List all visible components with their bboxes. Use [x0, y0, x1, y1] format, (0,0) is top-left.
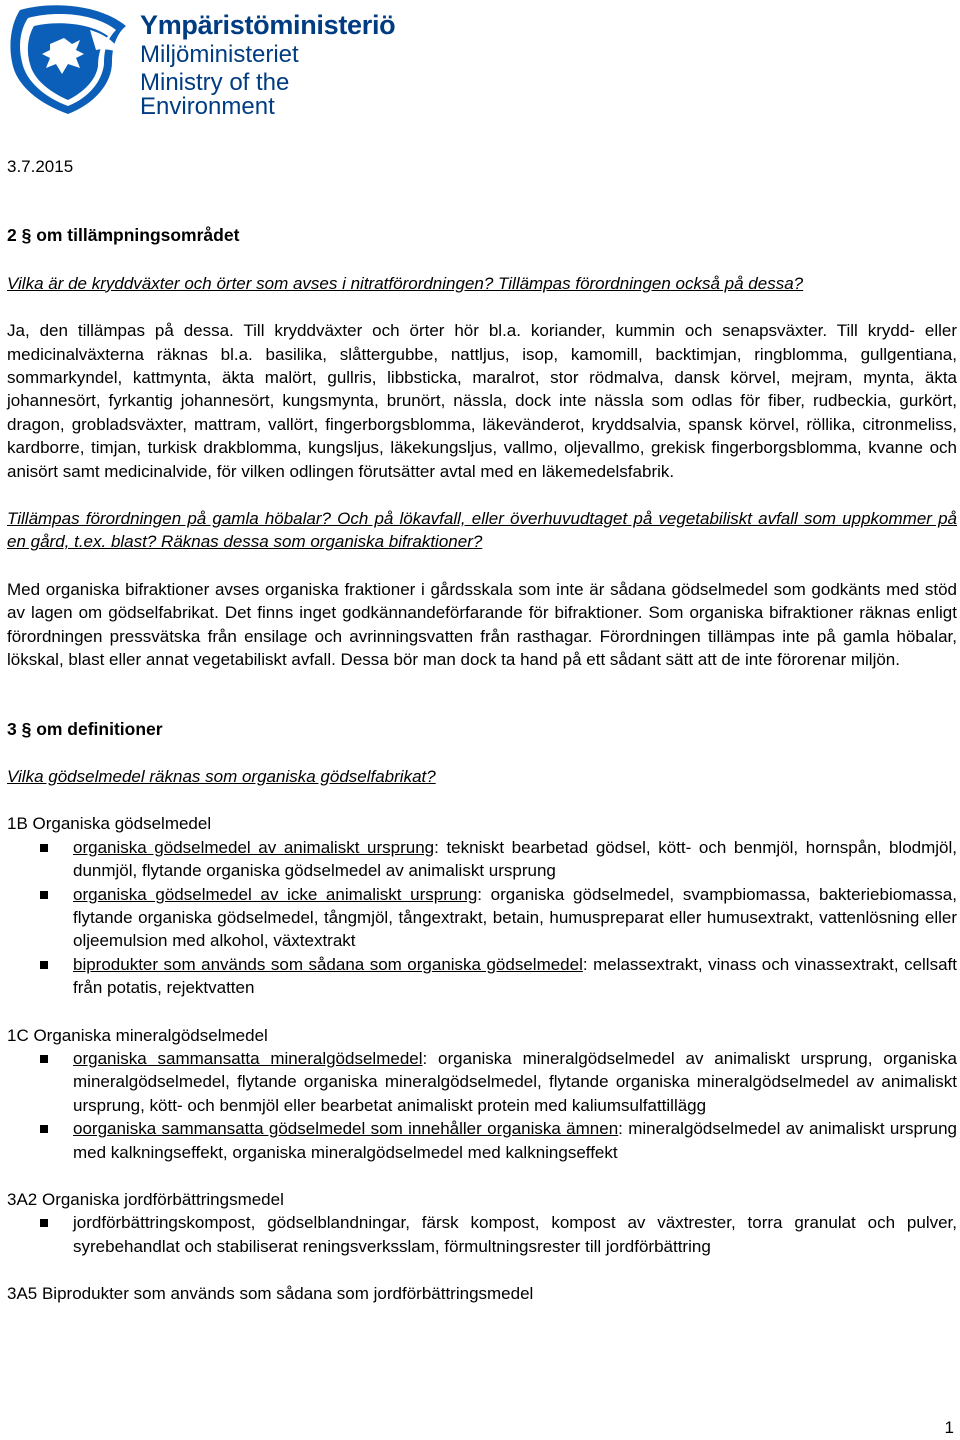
list-item: organiska sammansatta mineralgödselmedel: organiska mineralgödselmedel av animaliskt ursprung, organiska mineralgödselmedel, flytande organiska mineralgödselmedel, flytande organiska mineralgödselmedel av animaliskt ursprung, kött- och benmjöl eller bearbetat animaliskt protein med kaliumsulfattillägg	[73, 1047, 957, 1117]
list-1c	[7, 1047, 957, 1164]
list-item: organiska gödselmedel av icke animaliskt ursprung: organiska gödselmedel, svampbiomassa, bakteriebiomassa, flytande organiska gödselmedel, tångmjöl, tångextrakt, betain, humuspreparat eller humusextrakt, vattenlösning eller oljeemulsion med alkohol, växtextrakt	[73, 883, 957, 953]
list-item: biprodukter som används som sådana som organiska gödselmedel: melassextrakt, vinass och vinassextrakt, cellsaft från potatis, rejektvatten	[73, 953, 957, 1000]
square-bullet-icon	[40, 1219, 48, 1227]
section-2-heading: 2 § om tillämpningsområdet	[7, 225, 240, 246]
question-herbs: Vilka är de kryddväxter och örter som avses i nitratförordningen? Tillämpas förordningen också på dessa?	[7, 273, 804, 293]
ministry-name-en: Ministry of the Environment	[140, 69, 290, 120]
list-1b	[7, 836, 957, 1000]
list-item: jordförbättringskompost, gödselblandningar, färsk kompost, kompost av växtrester, torra granulat och pulver, syrebehandlat och stabiliserat reningsverksslam, förmultningsrester till jordförbättring	[73, 1211, 957, 1258]
square-bullet-icon	[40, 891, 48, 899]
finnish-lion-emblem-icon	[6, 4, 130, 116]
ministry-name-fi: Ympäristöministeriö	[140, 10, 396, 40]
page-number: 1	[944, 1418, 954, 1437]
answer-hay-bales: Med organiska bifraktioner avses organiska fraktioner i gårdsskala som inte är sådana gödselmedel som godkänts med stöd av lagen om gödselfabrikat. Det finns inget godkännandeförfarande för bifraktioner. Som organiska bifraktioner räknas enligt förordningen pressvätska från ensilage och avrinningsvatten från rasthagar. Förordningen tillämpas inte på gamla höbalar, lökskal, blast eller annat vegetabiliskt avfall. Dessa bör man dock ta hand på ett sådant sätt att de inte förorenar miljön.	[7, 579, 957, 670]
group-title-1c: 1C Organiska mineralgödselmedel	[7, 1025, 268, 1045]
ministry-name-sv: Miljöministeriet	[140, 41, 299, 68]
square-bullet-icon	[40, 1055, 48, 1063]
group-title-3a5: 3A5 Biprodukter som används som sådana som jordförbättringsmedel	[7, 1284, 534, 1304]
list-item: oorganiska sammansatta gödselmedel som innehåller organiska ämnen: mineralgödselmedel av animaliskt ursprung med kalkningseffekt, organiska mineralgödselmedel med kalkningseffekt	[73, 1117, 957, 1164]
ministry-logo	[6, 4, 426, 120]
section-3-heading: 3 § om definitioner	[7, 718, 163, 739]
question-fertilizers: Vilka gödselmedel räknas som organiska gödselfabrikat?	[7, 766, 436, 786]
document-body	[7, 155, 957, 1306]
question-hay-bales: Tillämpas förordningen på gamla höbalar? Och på lökavfall, eller överhuvudtaget på vegetabiliskt avfall som uppkommer på en gård, t.ex. blast? Räknas dessa som organiska bifraktioner?	[7, 509, 957, 552]
list-item: organiska gödselmedel av animaliskt ursprung: tekniskt bearbetad gödsel, kött- och benmjöl, hornspån, blodmjöl, dunmjöl, flytande organiska gödselmedel av animaliskt ursprung	[73, 836, 957, 883]
document-date: 3.7.2015	[7, 157, 74, 176]
list-3a2	[7, 1211, 957, 1258]
group-title-3a2: 3A2 Organiska jordförbättringsmedel	[7, 1190, 284, 1209]
group-title-1b: 1B Organiska gödselmedel	[7, 814, 212, 834]
answer-herbs: Ja, den tillämpas på dessa. Till kryddväxter och örter hör bl.a. koriander, kummin och senapsväxter. Till krydd- eller medicinalväxterna räknas bl.a. basilika, slåttergubbe, nattljus, isop, kamomill, backtimjan, ringblomma, gullgentiana, sommarkyndel, kattmynta, äkta malört, gullris, libbsticka, maralrot, stor rödmalva, dansk körvel, mejram, mynta, äkta johannesört, fyrkantig johannesört, kungsmynta, brunört, nässla, dock inte nässla som odlas för fiber, rudbeckia, gurkört, dragon, grobladsväxter, mattram, vallört, fingerborgsblomma, läkevänderot, kryddsalvia, spansk körvel, röllika, citronmeliss, kardborre, timjan, turkisk drakblomma, kungsljus, läkekungsljus, vallmo, oljevallmo, grekisk fingerborgsblomma, kvanne och anisört samt medicinalvide, för vilken odlingen förutsätter avtal med en läkemedelsfabrik.	[7, 321, 957, 481]
square-bullet-icon	[40, 844, 48, 852]
square-bullet-icon	[40, 961, 48, 969]
square-bullet-icon	[40, 1125, 48, 1133]
